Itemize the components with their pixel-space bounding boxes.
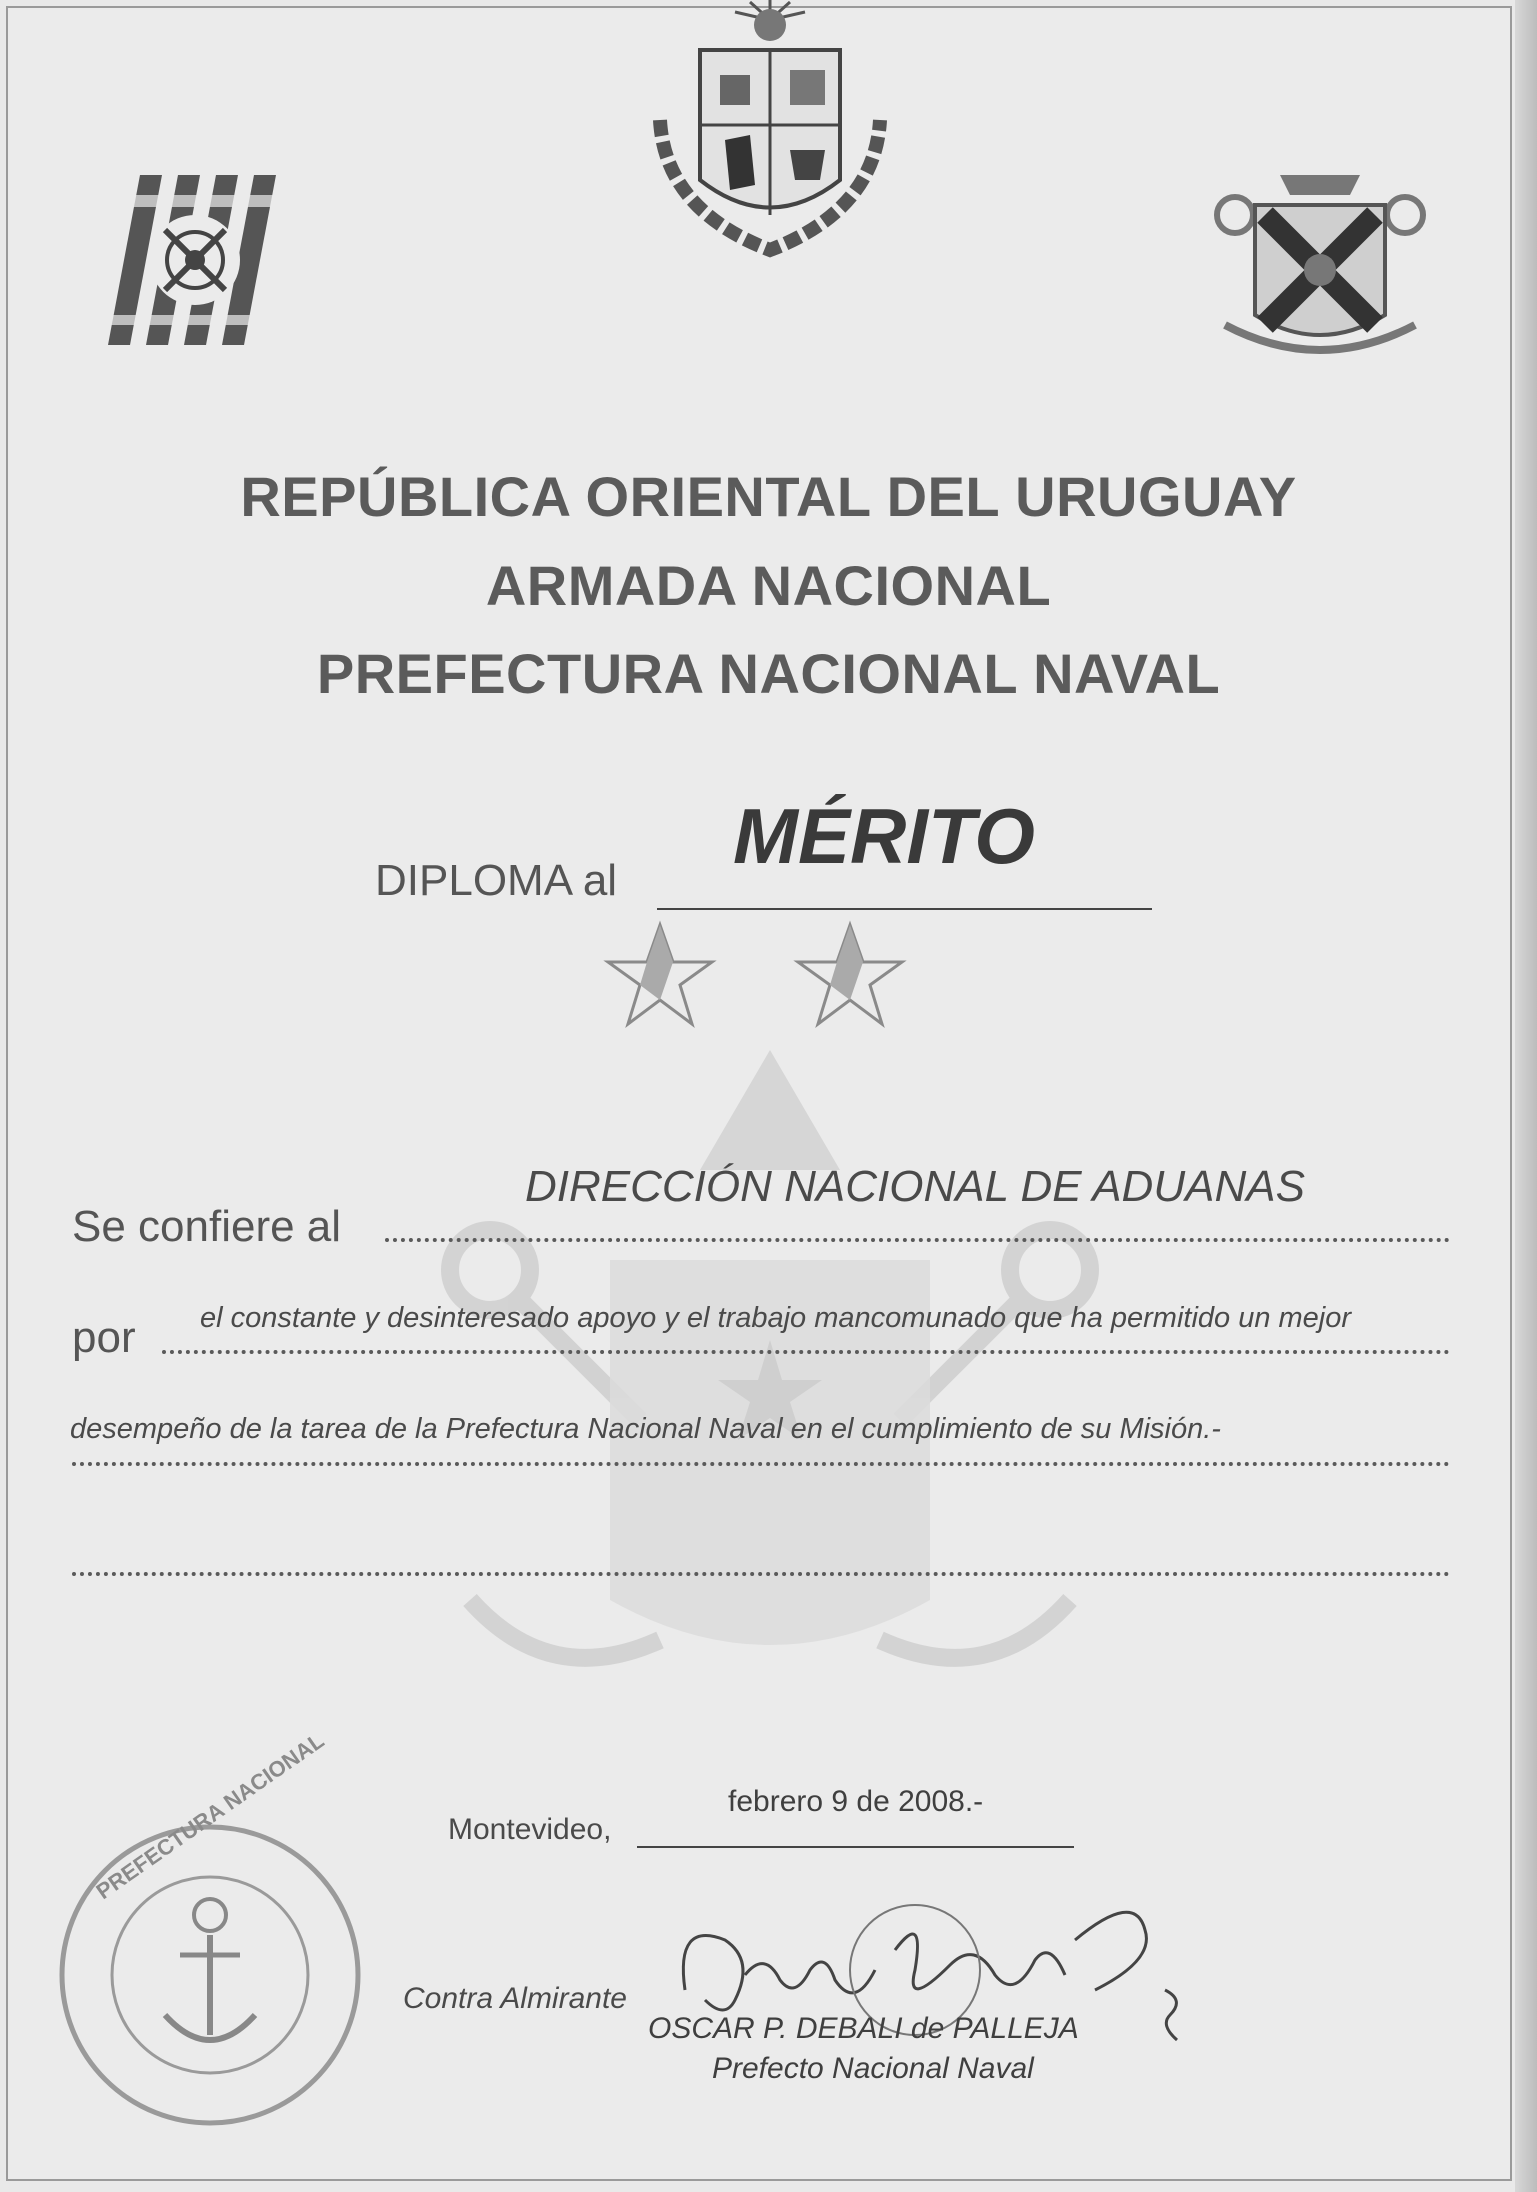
recipient-dotted-line — [385, 1238, 1450, 1242]
reason-label: por — [72, 1313, 136, 1362]
svg-text:PREFECTURA NACIONAL: PREFECTURA NACIONAL — [91, 1727, 329, 1905]
prefectura-emblem — [100, 175, 290, 345]
diploma-prefix: DIPLOMA al — [375, 856, 618, 905]
reason-dotted-line-2 — [72, 1462, 1450, 1466]
date-underline — [637, 1846, 1074, 1848]
watermark-emblem — [430, 1040, 1110, 1700]
page-edge — [1515, 0, 1537, 2192]
prefectura-seal — [55, 1727, 365, 2130]
title-underline — [657, 908, 1152, 910]
signatory-name: OSCAR P. DEBALI de PALLEJA — [648, 2012, 1079, 2045]
reason-line-1: el constante y desinteresado apoyo y el trabajo mancomunado que ha permitido un mejor — [200, 1302, 1352, 1334]
recipient-name: DIRECCIÓN NACIONAL DE ADUANAS — [525, 1162, 1305, 1211]
armada-emblem — [1210, 155, 1430, 370]
reason-dotted-line-1 — [162, 1350, 1450, 1354]
coat-of-arms — [640, 0, 900, 255]
stars — [600, 920, 930, 1030]
heading-navy: ARMADA NACIONAL — [485, 554, 1052, 617]
signatory-position: Prefecto Nacional Naval — [712, 2052, 1034, 2085]
reason-dotted-line-3 — [72, 1572, 1450, 1576]
date-place: Montevideo, — [448, 1813, 612, 1846]
reason-line-2: desempeño de la tarea de la Prefectura Nacional Naval en el cumplimiento de su Misión.- — [70, 1413, 1221, 1445]
date-value: febrero 9 de 2008.- — [728, 1785, 984, 1818]
diploma-title: MÉRITO — [733, 792, 1035, 880]
heading-prefectura: PREFECTURA NACIONAL NAVAL — [316, 642, 1221, 705]
signatory-rank: Contra Almirante — [403, 1982, 627, 2015]
heading-republic: REPÚBLICA ORIENTAL DEL URUGUAY — [240, 465, 1297, 528]
recipient-label: Se confiere al — [72, 1202, 342, 1251]
